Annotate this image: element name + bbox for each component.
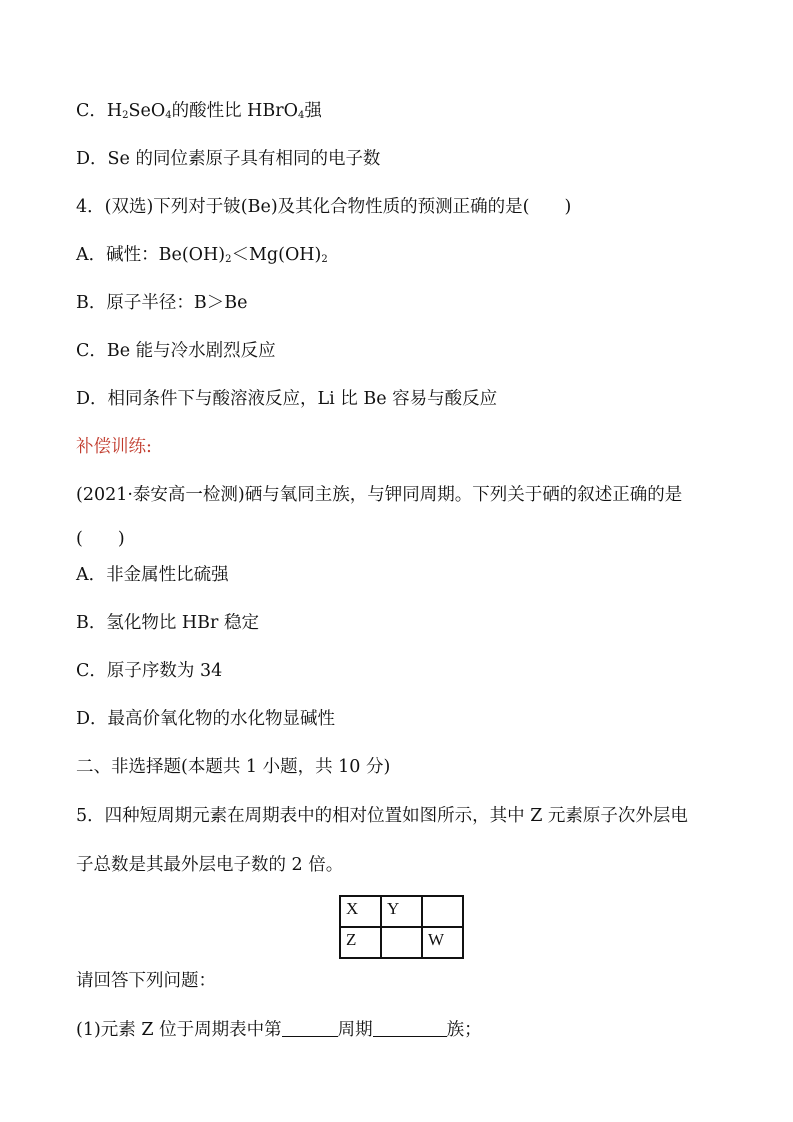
answer-blank-group[interactable] [373,1020,447,1037]
q3-option-c-prefix: C．H [76,101,123,121]
table-cell-x: X [340,896,381,927]
q4-option-a-sub2: 2 [321,254,328,265]
q3-option-c-sub3: 4 [298,110,305,121]
table-cell-empty [422,896,463,927]
q4-option-a-mid: ＜Mg(OH) [231,245,322,265]
answer-blank-period[interactable] [282,1020,338,1037]
supplement-option-a: A．非金属性比硫强 [76,565,229,585]
q5-sub1 [76,1019,482,1041]
supplement-option-d: D．最高价氧化物的水化物显碱性 [76,709,336,729]
table-cell-w: W [422,927,463,958]
q5-sub1-mid: 周期 [337,1020,373,1040]
table-row [340,896,463,927]
q3-option-c-mid: SeO [128,101,166,121]
q3-option-c [76,100,322,122]
table-cell-z: Z [340,927,381,958]
periodic-table-fragment [339,895,464,959]
q3-option-c-mid2: 的酸性比 HBrO [171,101,299,121]
q4-option-a [76,244,328,266]
q4-option-a-sub1: 2 [225,254,232,265]
supplement-option-c: C．原子序数为 34 [76,661,223,681]
q5-sub1-suffix: 族； [446,1020,482,1040]
table-cell-empty [381,927,422,958]
supplement-heading: 补偿训练: [76,437,152,457]
table-cell-y: Y [381,896,422,927]
supplement-stem-line1: (2021·泰安高一检测)硒与氧同主族，与钾同周期。下列关于硒的叙述正确的是 [76,485,683,505]
q4-stem: 4．(双选)下列对于铍(Be)及其化合物性质的预测正确的是( ) [76,197,572,217]
q5-stem-line1: 5．四种短周期元素在周期表中的相对位置如图所示，其中 Z 元素原子次外层电 [76,806,688,826]
supplement-option-b: B．氢化物比 HBr 稳定 [76,613,259,633]
q4-option-d: D．相同条件下与酸溶液反应，Li 比 Be 容易与酸反应 [76,389,498,409]
section2-heading: 二、非选择题(本题共 1 小题，共 10 分) [76,757,391,777]
q3-option-d: D．Se 的同位素原子具有相同的电子数 [76,149,381,169]
q5-stem-line2: 子总数是其最外层电子数的 2 倍。 [76,855,344,875]
q4-option-b: B．原子半径：B＞Be [76,293,248,313]
q3-option-c-sub1: 2 [122,110,129,121]
table-row [340,927,463,958]
q4-option-c: C．Be 能与冷水剧烈反应 [76,341,276,361]
q3-option-c-suffix: 强 [304,101,322,121]
q4-option-a-prefix: A．碱性：Be(OH) [76,245,226,265]
q5-sub1-prefix: (1)元素 Z 位于周期表中第 [76,1020,282,1040]
supplement-stem-line2: ( ) [76,529,125,549]
q3-option-c-sub2: 4 [165,110,172,121]
q5-prompt: 请回答下列问题： [76,971,216,991]
